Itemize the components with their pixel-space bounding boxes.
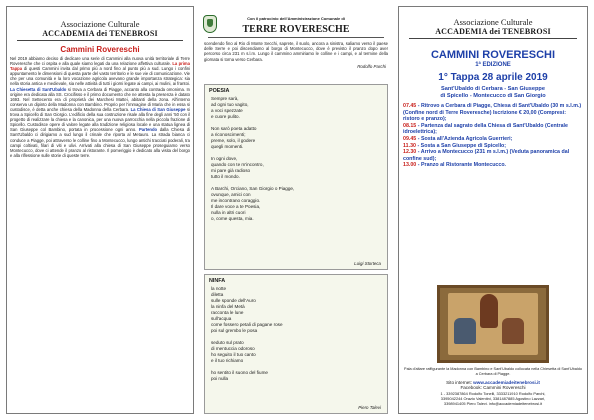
schedule-time: 11.30 [403, 142, 418, 149]
statue-paragraph: si trova a Spicello di San Giorgio. L'edificio della sua costruzione risale alla fine degli anni '50 con il progetto di realizzare la chiesa e la canonica, per una nuova parrocchia nella piccola frazione di Spicello. Custodisce opere di valore legate alla tradizione religiosa locale e una statua lignea di San Giuseppe col Bambino, portata in processione ogni anno. [10, 106, 190, 133]
painting-figure-left [454, 318, 476, 344]
poem-line: a voci spezzate [211, 108, 243, 113]
schedule-text: - Sosta all'Azienda Agricola Guerrieri; [417, 135, 513, 142]
schedule-time: 13.00 [403, 162, 418, 169]
contact-line: 1 - 3392387864 Rodolfo Tonelli, 3333211910 Rodolfo Parchi, [440, 391, 546, 396]
poem-line: Il dare voce a te Poesia, [211, 204, 261, 209]
event-edition: 1ª EDIZIONE [475, 62, 511, 68]
route-label: Partendo [138, 127, 158, 133]
statue-label: La Chiesa di San Giuseppe [130, 106, 186, 112]
poem-line: di mentuccia odoroso [211, 346, 255, 351]
poem-line: e il tuo richiamo [211, 358, 244, 363]
schedule-item [403, 123, 583, 136]
poem-title: NINFA [209, 278, 226, 284]
church-paragraph: si trova a Cerbara di Piagge, accanto alla contrada omonima. In origine era dedicata alla SS. Crocifisso e il primo documento che ne attesta la presenza è datato 1693. Nel Settecento era di proprietà dei Marchesi Mattei, abitanti della zona. All'interno conserva un dipinto della Madonna con Bambino. Proprio per l'immagine di Maria che in essa si custodisce, è detta anche chiesa della Madonna della Cerbara. [10, 86, 190, 112]
schedule-item [403, 103, 583, 123]
route-line: di Spicello - Montecucco di San Giorgio [440, 93, 546, 99]
route-line: Sant'Ubaldo di Cerbara - San Giuseppe [441, 86, 545, 92]
painting-figure-right [502, 318, 524, 344]
schedule-item [403, 162, 583, 169]
panel-right [398, 6, 588, 414]
left-body [7, 56, 193, 158]
route-paragraph: dalla Chiesa di Sant'Ubaldo ci dirigiamo a sud lungo il crinale che riporta al Metauro. La strada bianca ci conduce a Piagge, poi attraverso le colline fino a Montecucco, lungo antichi tracciati poderali, tra campi coltivati, filari di viti e ulivi. Arrivati alla chiesa di San Giuseppe proseguiamo verso Montecucco, dove ci attende il pranzo al ristorante. Il pomeriggio è dedicato alla visita del borgo e alla riflessione sulle storie di queste terre. [10, 127, 191, 158]
poem-author: Luigi Storteca [354, 261, 381, 266]
org-line1: Associazione Culturale [60, 19, 140, 29]
divider [17, 40, 183, 41]
comune-seal-icon [203, 15, 217, 33]
org-line2: ACCADEMIA dei TENEBROSI [42, 29, 158, 38]
poem-line: mi pare già radioso [211, 168, 251, 173]
schedule-text: - Pranzo al Ristorante Montecucco. [417, 162, 507, 169]
org-header-left [7, 19, 193, 41]
website-label: Sito internet: [446, 380, 472, 385]
poem-line: ho sentito il suono del fiume [211, 370, 268, 375]
schedule-item [403, 149, 583, 162]
poem-line: me incontrano coraggio. [211, 198, 261, 203]
poem-line: ho seguito il tuo canto [211, 352, 256, 357]
poem-line: Sempre sarà, [211, 96, 239, 101]
org-header-right [399, 17, 587, 39]
first-stage-paragraph: di questi Cammini invita dal primo più a nord fino al punto più a sud. Lungo i confini appuntamento le dimensioni di questa parte del vasto territorio e le sue vie di comunicazione. Vie che per una comunità e la loro vocazione agricola avevano grande importanza strategica: sia nella storia antica e medievale, sia nelle attività di tutti i giorni legate ai campi, ai mulini, ai frantoi. [10, 66, 190, 87]
schedule-time: 07.45 [403, 103, 418, 109]
left-title: Cammini Rovereschi [60, 45, 140, 54]
poem-line: tutto il mondo. [211, 174, 240, 179]
schedule-text: - Arrivo a Montecucco (231 m s.l.m.) (Veduta panoramica dal confine sud); [403, 149, 570, 162]
website-line [403, 380, 583, 390]
event-stage-date: 1° Tappa 28 aprile 2019 [438, 72, 548, 83]
org-line1: Associazione Culturale [453, 17, 533, 27]
panel-left [6, 6, 194, 414]
poem-line: seduto sul prato [211, 340, 244, 345]
schedule-text: - Sosta a San Giuseppe di Spicello; [417, 142, 507, 149]
church-label: La Chiesetta di Sant'Ubaldo [10, 86, 67, 92]
event-route [399, 86, 587, 100]
poem-line: o, come questa, mia. [211, 216, 254, 221]
schedule-time: 12.30 [403, 149, 418, 156]
poem-line: diletta [211, 292, 224, 297]
contact-line: 3398941405 Piero Talevi. info@accademiadeitenebrosi.it [443, 400, 543, 406]
poem-box-poesia [204, 84, 388, 270]
schedule-text: - Ritrovo a Cerbara di Piagge, Chiesa di Sant'Ubaldo (30 m s.l.m.) (Confine nord di Terre Roveresche) Iscrizione € 20,00 (Compresi: ristoro e pranzo); [403, 103, 582, 123]
schedule-time: 08.15 [403, 122, 418, 129]
divider [409, 38, 577, 39]
poem-line: la ninfa del Metà [211, 304, 245, 309]
painting-figure-madonna [480, 294, 498, 328]
panel-middle [200, 6, 392, 414]
poem-line: Non sarò poeta adatto [211, 126, 257, 131]
schedule-item [403, 136, 583, 143]
poem-line: come fossero petali di pagane rose [211, 322, 283, 327]
poem-line: poi sul grembo le posa [211, 328, 258, 333]
poem-line: a riconoscimenti; [211, 132, 246, 137]
first-stage-label: La prima Tappa [10, 61, 190, 72]
comune-name: TERRE ROVERESCHE [242, 24, 350, 35]
poem-line: poi nulla [211, 376, 229, 381]
poem-line: ovunque, amici con [211, 192, 251, 197]
poem-line: quando con te m'incontro, [211, 162, 264, 167]
contact-line: 3395042244 Orazio Valentini, 3381487885 Agostino Lazzari, [440, 395, 546, 401]
poem-line: sull'acqua [211, 316, 232, 321]
poem-line: ad ogni tuo vagito, [211, 102, 249, 107]
poem-line: quegli momenti. [211, 144, 244, 149]
schedule-time: 09.45 [403, 135, 418, 142]
middle-intro-signature: Rodolfo Parchi [357, 63, 386, 69]
event-title: CAMMINI ROVERESCHI [430, 49, 556, 61]
poem-line: nulla in altri cuori [211, 210, 246, 215]
schedule-list [399, 100, 587, 169]
poem-line: la notte [211, 286, 227, 291]
poem-lines [205, 286, 387, 382]
poem-line: e cuore pulito. [211, 114, 240, 119]
schedule-text: - Partenza dal sagrato della Chiesa di Sant'Ubaldo (Centrale idroelettrica); [403, 122, 568, 136]
poem-line: preme, solo, il godere [211, 138, 256, 143]
poem-lines [205, 96, 387, 222]
image-caption: Pala d'altare raffigurante la Madonna con Bambino e Sant'Ubaldo collocata nella Chiesetta di Sant'Ubaldo a Cerbara di Piagge. [404, 367, 582, 376]
poem-line: sulle sponde dell'Auro [211, 298, 256, 303]
intro-paragraph: Nel 2019 abbiamo deciso di dedicare una serie di Cammini alla nuova unità territoriale di Terre Roveresche che ci ospita e alla quale siamo legati da una relazione affettiva culturale. [10, 56, 190, 67]
facebook-line: Facebook: Cammini Rovereschi [460, 385, 526, 390]
poem-box-ninfa [204, 274, 388, 414]
patronage-text: Con il patrocinio dell'Amministrazione Comunale di [247, 16, 345, 21]
altarpiece-image [437, 285, 549, 363]
poem-title: POESIA [209, 88, 230, 94]
website-link[interactable]: www.accademiadeitenebrosi.it [473, 380, 540, 385]
org-line2: ACCADEMIA dei TENEBROSI [435, 27, 551, 36]
schedule-item [403, 143, 583, 150]
poem-line: A Barchi, Orciano, San Giorgio o Piagge, [211, 186, 295, 191]
poem-line: racconta le lune [211, 310, 244, 315]
contacts [403, 392, 583, 406]
poem-line: In ogni dove, [211, 156, 238, 161]
middle-intro-text: scendendo fino al Rio di Monte Secchi, saprete, il suolo, ancora a sinistra, saliamo verso il paese delle Serre e poi discendiamo al borgo di Montecucco, dove è previsto il pranzo dopo aver percorso circa 231 m s.l.m. Lungo il cammino ammiriamo le colline e i campi, e al termine della giornata si torna verso Cerbara. [204, 41, 388, 62]
poem-author: Piero Talevi [358, 405, 381, 410]
